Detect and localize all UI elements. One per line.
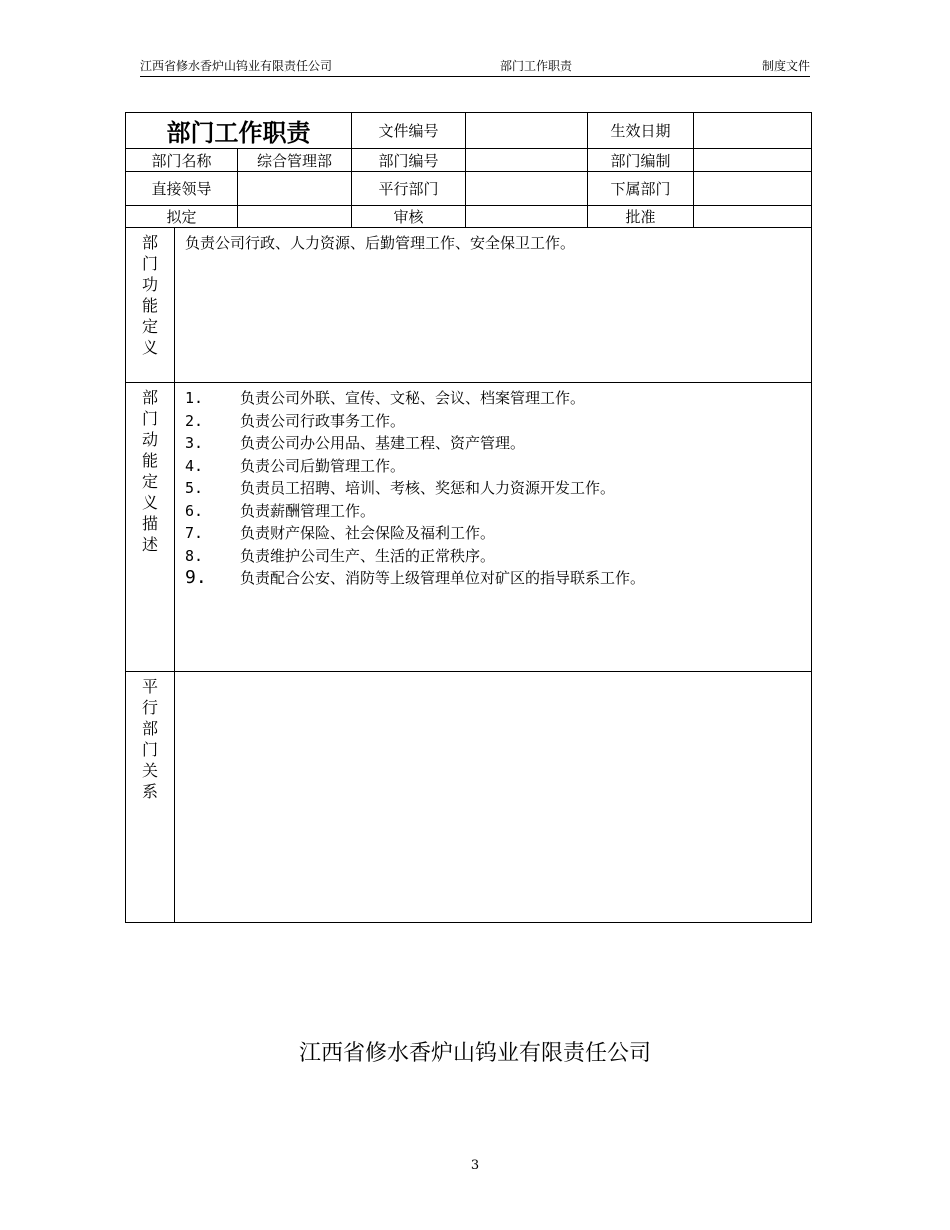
- page-header: [140, 56, 810, 77]
- list-item: 6. 负责薪酬管理工作。: [185, 501, 376, 520]
- direct-leader-label: 直接领导: [126, 172, 238, 206]
- parallel-dept-value: [466, 172, 588, 206]
- list-item: 5. 负责员工招聘、培训、考核、奖惩和人力资源开发工作。: [185, 479, 616, 497]
- parallel-dept-label: 平行部门: [352, 172, 466, 206]
- dept-name-value: 综合管理部: [238, 149, 352, 172]
- subordinate-label: 下属部门: [588, 172, 694, 206]
- header-company: 江西省修水香炉山钨业有限责任公司: [140, 59, 333, 73]
- draft-label: 拟定: [126, 206, 238, 228]
- header-doc-type: 制度文件: [761, 59, 810, 73]
- function-desc-label: 部 门 动 能 定 义 描 述: [126, 383, 175, 672]
- function-def-text: 负责公司行政、人力资源、后勤管理工作、安全保卫工作。: [175, 228, 812, 383]
- dept-staffing-value: [694, 149, 812, 172]
- dept-staffing-label: 部门编制: [588, 149, 694, 172]
- subordinate-value: [694, 172, 812, 206]
- effective-date-value: [694, 113, 812, 149]
- draft-value: [238, 206, 352, 228]
- approve-label: 批准: [588, 206, 694, 228]
- file-no-value: [466, 113, 588, 149]
- dept-no-value: [466, 149, 588, 172]
- list-item: 1. 负责公司外联、宣传、文秘、会议、档案管理工作。: [185, 389, 586, 407]
- parallel-rel-label: 平 行 部 门 关 系: [126, 672, 175, 923]
- duty-table: [125, 112, 812, 923]
- list-item: 4. 负责公司后勤管理工作。: [185, 456, 406, 475]
- dept-name-label: 部门名称: [126, 149, 238, 172]
- header-doc-title: 部门工作职责: [500, 59, 573, 73]
- list-item: 7. 负责财产保险、社会保险及福利工作。: [185, 524, 496, 542]
- approve-value: [694, 206, 812, 228]
- dept-no-label: 部门编号: [352, 149, 466, 172]
- duties-cell: [175, 383, 812, 672]
- direct-leader-value: [238, 172, 352, 206]
- list-item: 9. 负责配合公安、消防等上级管理单位对矿区的指导联系工作。: [185, 567, 646, 588]
- effective-date-label: 生效日期: [588, 113, 694, 149]
- list-item: 3. 负责公司办公用品、基建工程、资产管理。: [185, 434, 526, 452]
- table-title: 部门工作职责: [126, 113, 352, 149]
- parallel-rel-text: [175, 672, 812, 923]
- file-no-label: 文件编号: [352, 113, 466, 149]
- list-item: 2. 负责公司行政事务工作。: [185, 411, 406, 430]
- duties-list: [185, 387, 801, 590]
- footer-company: 江西省修水香炉山钨业有限责任公司: [298, 1041, 651, 1066]
- page-number: 3: [470, 1158, 480, 1173]
- function-def-label: 部 门 功 能 定 义: [126, 228, 175, 383]
- list-item: 8. 负责维护公司生产、生活的正常秩序。: [185, 546, 496, 565]
- review-value: [466, 206, 588, 228]
- review-label: 审核: [352, 206, 466, 228]
